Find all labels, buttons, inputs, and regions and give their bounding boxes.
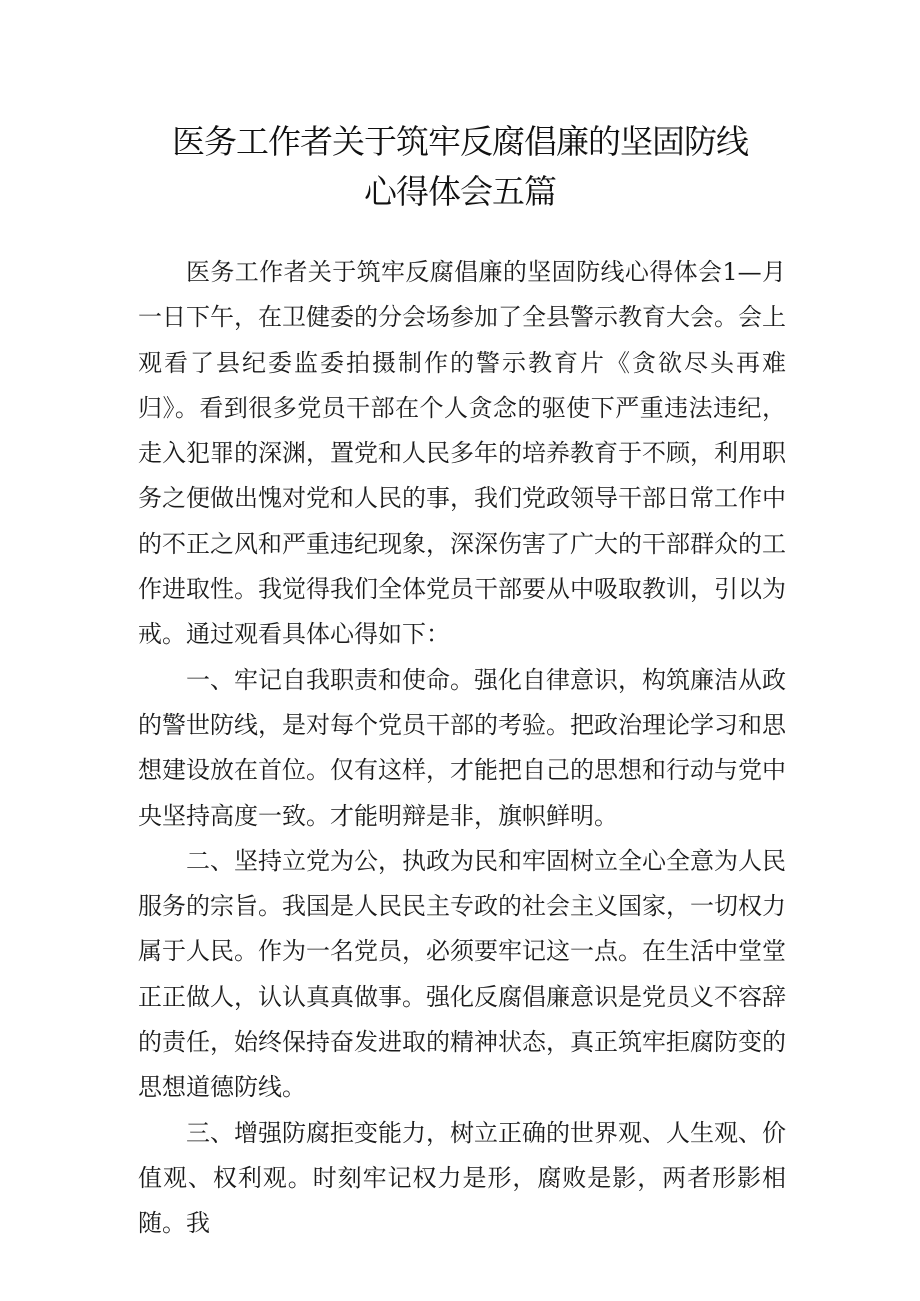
paragraph-intro: 医务工作者关于筑牢反腐倡廉的坚固防线心得体会1—月一日下午，在卫健委的分会场参加了全县警示教育大会。会上观看了县纪委监委拍摄制作的警示教育片《贪欲尽头再难归》。看到很多党员干部在个人贪念的驱使下严重违法违纪，走入犯罪的深渊，置党和人民多年的培养教育于不顾，利用职务之便做出愧对党和人民的事，我们党政领导干部日常工作中的不正之风和严重违纪现象，深深伤害了广大的干部群众的工作进取性。我觉得我们全体党员干部要从中吸取教训，引以为戒。通过观看具体心得如下：: [138, 258, 786, 649]
paragraph-point-1: 一、牢记自我职责和使命。强化自律意识，构筑廉洁从政的警世防线，是对每个党员干部的考验。把政治理论学习和思想建设放在首位。仅有这样，才能把自己的思想和行动与党中央坚持高度一致。才能明辩是非，旗帜鲜明。: [138, 665, 786, 830]
paragraph-point-2: 二、坚持立党为公，执政为民和牢固树立全心全意为人民服务的宗旨。我国是人民民主专政的社会主义国家，一切权力属于人民。作为一名党员，必须要牢记这一点。在生活中堂堂正正做人，认认真真做事。强化反腐倡廉意识是党员义不容辞的责任，始终保持奋发进取的精神状态，真正筑牢拒腐防变的思想道德防线。: [138, 846, 786, 1102]
paragraph-point-3: 三、增强防腐拒变能力，树立正确的世界观、人生观、价值观、权利观。时刻牢记权力是形，腐败是影，两者形影相随。我: [138, 1118, 786, 1238]
document-title-line-1: 医务工作者关于筑牢反腐倡廉的坚固防线: [172, 122, 748, 161]
document-title-line-2: 心得体会五篇: [364, 172, 556, 211]
document-body: [138, 250, 786, 1247]
